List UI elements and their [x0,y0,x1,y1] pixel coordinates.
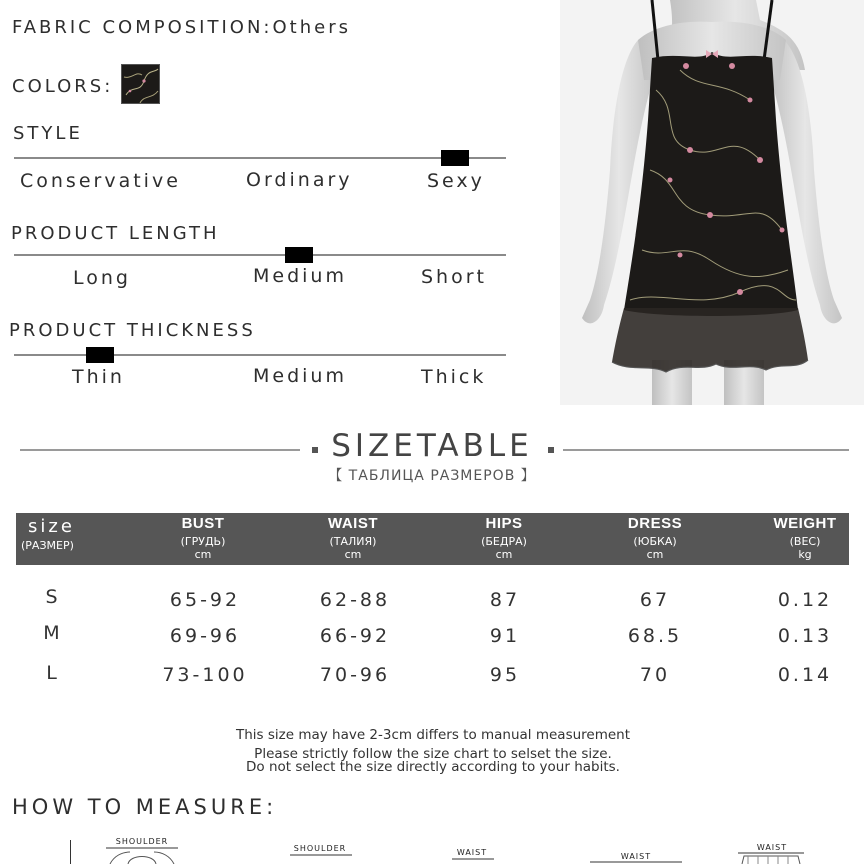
waist-diagram-3-icon [734,851,808,864]
header-weight-label: WEIGHT [773,515,837,532]
row-l-bust: 73-100 [162,664,248,686]
header-dress-unit: cm [646,548,664,561]
how-to-measure-title: HOW TO MEASURE: [12,795,278,819]
row-m-waist: 66-92 [319,625,391,647]
style-scale-line [14,157,506,159]
row-m-dress: 68.5 [627,625,683,647]
shoulder-diagram-2-icon [286,853,356,864]
color-swatch[interactable] [121,64,160,104]
header-dress-label: DRESS [627,515,683,532]
length-marker [285,247,313,263]
header-waist [308,513,398,565]
diagram-label-waist-2: WAIST [620,852,652,861]
style-option-conservative: Conservative [20,170,181,192]
header-size [16,513,96,565]
row-l-waist: 70-96 [319,664,391,686]
style-marker [441,150,469,166]
fabric-label: FABRIC COMPOSITION: [12,17,273,38]
measure-height-line [70,840,74,864]
note-line-3: Do not select the size directly according to your habits. [246,759,620,775]
row-l-dress: 70 [639,664,671,686]
sizetable-title: SIZETABLE [331,428,533,464]
thickness-marker [86,347,114,363]
note-line-1: This size may have 2-3cm differs to manual measurement [235,727,631,743]
colors-label: COLORS: [12,76,114,97]
header-weight-ru: (ВЕС) [789,535,821,548]
mannequin-dress-image [560,0,864,405]
sizetable-divider-right [563,449,849,451]
fabric-value: Others [272,17,351,38]
header-waist-ru: (ТАЛИЯ) [329,535,377,548]
thickness-option-medium: Medium [253,365,347,387]
header-dress [610,513,700,565]
row-s-hips: 87 [489,589,521,611]
thickness-option-thick: Thick [421,366,487,388]
shoulder-diagram-1-icon [100,846,184,864]
row-l-hips: 95 [489,664,521,686]
header-waist-label: WAIST [328,515,378,532]
header-size-label: size [28,516,75,537]
diagram-label-shoulder-2: SHOULDER [293,844,347,853]
row-m-bust: 69-96 [169,625,241,647]
header-hips-unit: cm [495,548,513,561]
row-s-weight: 0.12 [777,589,833,611]
header-bust [158,513,248,565]
product-photo[interactable] [560,0,864,405]
header-bust-unit: cm [194,548,212,561]
header-hips-label: HIPS [485,515,523,532]
thickness-title: PRODUCT THICKNESS [9,320,256,341]
header-weight-unit: kg [798,548,812,561]
header-size-ru: (РАЗМЕР) [21,539,74,552]
diagram-label-waist-1: WAIST [456,848,488,857]
length-option-short: Short [421,266,487,288]
swatch-embroidery-icon [122,65,160,104]
header-bust-ru: (ГРУДЬ) [180,535,226,548]
waist-diagram-2-icon [588,860,684,864]
row-m-weight: 0.13 [777,625,833,647]
header-hips-ru: (БЕДРА) [481,535,527,548]
style-title: STYLE [13,123,83,144]
length-scale-line [14,254,506,256]
sizetable-subtitle: 【 ТАБЛИЦА РАЗМЕРОВ 】 [328,468,536,484]
length-option-medium: Medium [253,265,347,287]
style-option-ordinary: Ordinary [246,169,353,191]
size-table-header [16,513,849,565]
row-l-weight: 0.14 [777,664,833,686]
row-s-size: S [45,586,61,608]
row-m-size: M [43,622,63,644]
diagram-label-waist-3: WAIST [756,843,788,852]
length-title: PRODUCT LENGTH [11,223,220,244]
fabric-composition [12,17,351,38]
header-hips [459,513,549,565]
header-dress-ru: (ЮБКА) [633,535,677,548]
style-option-sexy: Sexy [427,170,485,192]
header-bust-label: BUST [181,515,225,532]
row-s-waist: 62-88 [319,589,391,611]
thickness-option-thin: Thin [72,366,125,388]
diagram-label-shoulder-1: SHOULDER [115,837,169,846]
row-s-dress: 67 [639,589,671,611]
sizetable-dot-right [548,447,554,453]
note-line-2: Please strictly follow the size chart to selset the size. [254,746,612,762]
waist-diagram-1-icon [450,857,496,864]
row-m-hips: 91 [489,625,521,647]
header-weight [760,513,850,565]
row-s-bust: 65-92 [169,589,241,611]
row-l-size: L [46,662,60,684]
header-waist-unit: cm [344,548,362,561]
length-option-long: Long [73,267,131,289]
